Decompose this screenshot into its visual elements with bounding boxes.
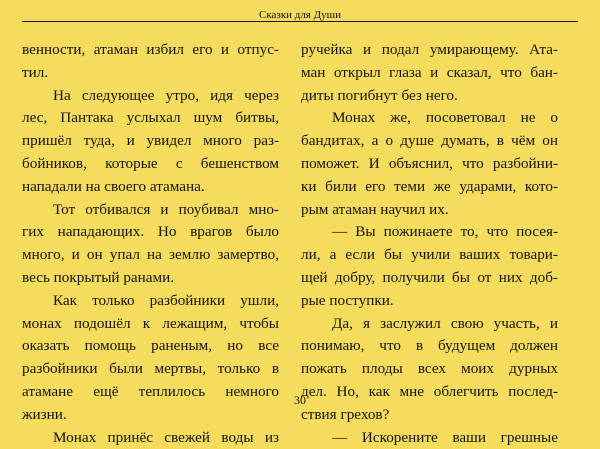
- text-line: жизни.: [22, 405, 67, 423]
- text-column-left: [22, 39, 279, 449]
- text-line: понимаю, что в будущем должен: [301, 337, 558, 355]
- text-line: Монах же, посоветовал не о: [332, 109, 558, 127]
- text-line: На следующее утро, идя через: [53, 86, 279, 104]
- text-line: рым атаман научил их.: [301, 200, 449, 218]
- text-line: оказать помощь раненым, но все: [22, 337, 279, 355]
- text-line: Тот отбивался и поубивал мно-: [53, 200, 279, 218]
- text-line: рые поступки.: [301, 291, 394, 309]
- text-line: пришёл туда, и увидел много раз-: [22, 132, 279, 150]
- text-line: монах подошёл к лежащим, чтобы: [22, 314, 279, 332]
- text-line: дел. Но, как мне облегчить послед-: [301, 382, 558, 400]
- text-line: венности, атаман избил его и отпус-: [22, 41, 279, 58]
- text-line: гих нападающих. Но врагов было: [22, 223, 279, 241]
- text-line: ли, а если бы учили ваших товари-: [301, 246, 558, 264]
- text-line: бандитах, а о душе думать, в чём он: [301, 132, 558, 150]
- text-line: разбойники были мертвы, только в: [22, 360, 279, 378]
- text-line: весь покрытый ранами.: [22, 268, 175, 286]
- page-number: 30: [294, 393, 306, 407]
- text-line: поможет. И объяснил, что разбойни-: [301, 154, 558, 172]
- text-line: тил.: [22, 63, 49, 81]
- running-header-title: Сказки для Души: [259, 9, 341, 21]
- text-line: бойников, которые с бешенством: [22, 154, 279, 172]
- text-line: Да, я заслужил свою участь, и: [332, 314, 558, 332]
- running-header: [22, 0, 578, 22]
- text-line: Как только разбойники ушли,: [53, 291, 279, 309]
- text-line: ки били его теми же ударами, кото-: [301, 177, 558, 195]
- text-column-right: [301, 39, 558, 449]
- text-line: лес, Пантака услыхал шум битвы,: [22, 109, 279, 127]
- text-line: — Искорените ваши грешные: [332, 428, 558, 446]
- text-line: ман открыл глаза и сказал, что бан-: [301, 63, 558, 81]
- text-line: атамане ещё теплилось немного: [22, 382, 279, 400]
- text-line: диты погибнут без него.: [301, 86, 458, 104]
- text-line: пожать плоды всех моих дурных: [301, 360, 558, 378]
- text-line: Монах принёс свежей воды из: [53, 428, 279, 446]
- text-line: нападали на своего атамана.: [22, 177, 205, 195]
- text-line: ствия грехов?: [301, 405, 390, 423]
- text-line: — Вы пожинаете то, что посея-: [332, 223, 558, 241]
- text-line: ручейка и подал умирающему. Ата-: [301, 41, 558, 58]
- text-line: много, и он упал на землю замертво,: [22, 246, 279, 264]
- text-line: щей добру, получили бы от них доб-: [301, 268, 558, 286]
